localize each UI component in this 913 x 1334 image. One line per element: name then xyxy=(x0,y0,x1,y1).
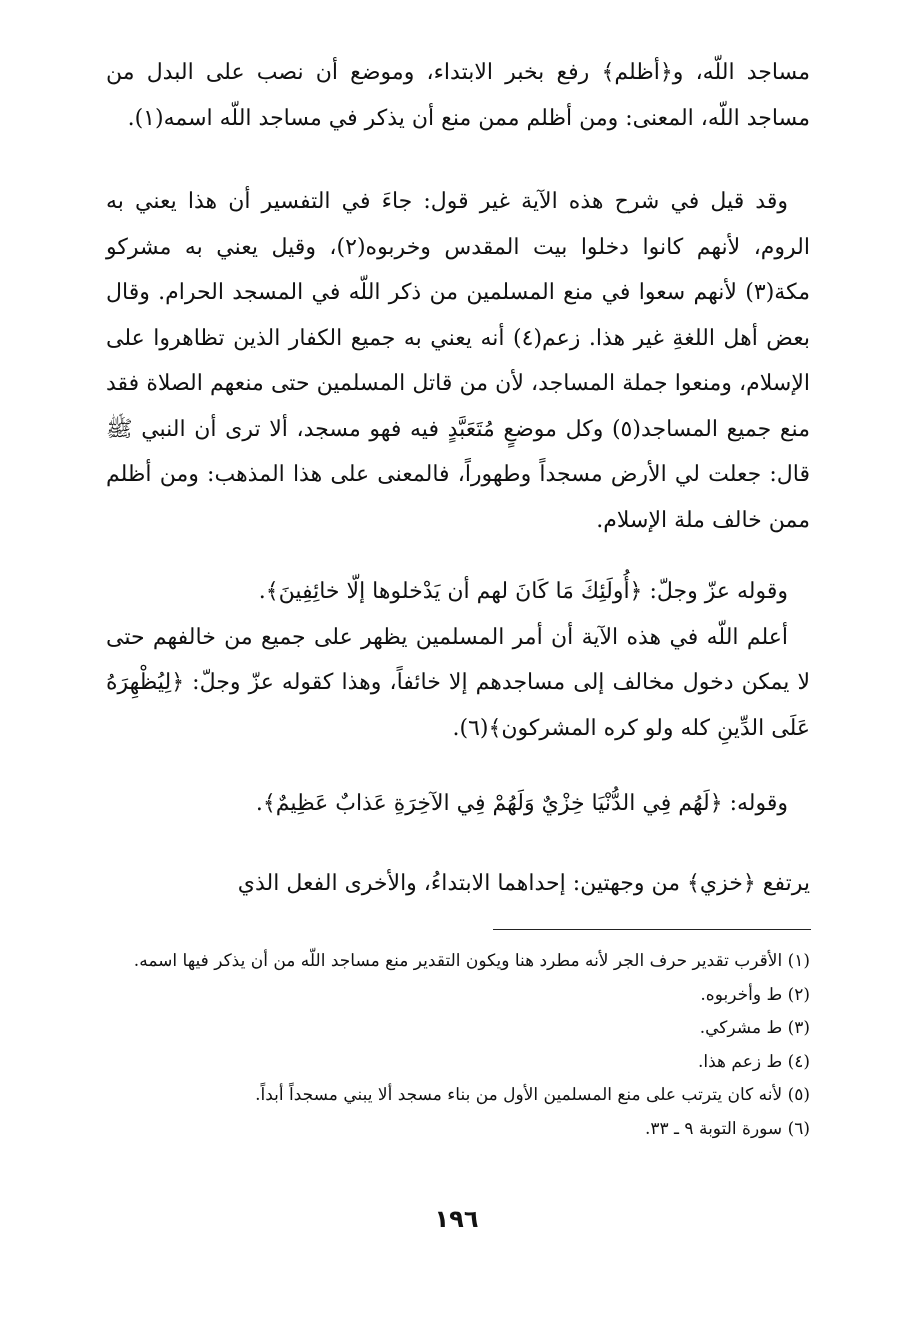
paragraph-3: وقوله عزّ وجلّ: ﴿أُولَئِكَ مَا كَانَ لهم أن يَدْخلوها إلّا خائِفِينَ﴾. xyxy=(258,579,788,604)
footnote-6: (٦) سورة التوبة ٩ ـ ٣٣. xyxy=(644,1118,810,1139)
paragraph-4: أعلم اللّه في هذه الآية أن أمر المسلمين يظهر على جميع من خالفهم حتى لا يمكن دخول مخالف إلى مساجدهم إلا خائفاً، وهذا كقوله عزّ وجلّ: ﴿لِيُظْهِرَهُ عَلَى الدِّينِ كله ولو كره المشركون﴾(٦). xyxy=(106,624,810,741)
paragraph-1: مساجد اللّه، و﴿أظلم﴾ رفع بخبر الابتداء، وموضع أن نصب على البدل من مساجد اللّه، المعنى: ومن أظلم ممن منع أن يذكر في مساجد اللّه اسمه(١). xyxy=(106,60,810,131)
footnote-3: (٣) ط مشركي. xyxy=(699,1018,810,1039)
footnote-4: (٤) ط زعم هذا. xyxy=(697,1051,810,1072)
footnote-2: (٢) ط وأخربوه. xyxy=(700,984,810,1005)
paragraph-2: وقد قيل في شرح هذه الآية غير قول: جاءَ في التفسير أن هذا يعني به الروم، لأنهم كانوا دخلوا بيت المقدس وخربوه(٢)، وقيل يعني به مشركو مكة(٣) لأنهم سعوا في منع المسلمين من ذكر اللّه في المسجد الحرام. وقال بعض أهل اللغةِ غير هذا. زعم(٤) أنه يعني به جميع الكفار الذين تظاهروا على الإسلام، ومنعوا جملة المساجد، لأن من قاتل المسلمين حتى منعهم الصلاة فقد منع جميع المساجد(٥) وكل موضعٍ مُتَعَبَّدٍ فيه فهو مسجد، ألا ترى أن النبي ﷺ قال: جعلت لي الأرض مسجداً وطهوراً، فالمعنى على هذا المذهب: ومن أظلم ممن خالف ملة الإسلام. xyxy=(106,189,810,533)
page-number: ١٩٦ xyxy=(434,1205,479,1233)
footnote-1: (١) الأقرب تقدير حرف الجر لأنه مطرد هنا ويكون التقدير منع مساجد اللّه من أن يذكر فيها اسمه. xyxy=(133,951,810,971)
footnote-divider xyxy=(493,929,811,930)
paragraph-5: وقوله: ﴿لَهُم فِي الدُّنْيَا خِزْيٌ وَلَهُمْ فِي الآخِرَةِ عَذابٌ عَظِيمٌ﴾. xyxy=(255,791,788,816)
paragraph-6: يرتفع ﴿خزي﴾ من وجهتين: إحداهما الابتداءُ، والأخرى الفعل الذي xyxy=(237,870,810,896)
main-text xyxy=(106,50,810,906)
footnote-5: (٥) لأنه كان يترتب على منع المسلمين الأول من بناء مسجد ألا يبني مسجداً أبداً. xyxy=(255,1085,810,1106)
footnotes xyxy=(106,945,810,1147)
